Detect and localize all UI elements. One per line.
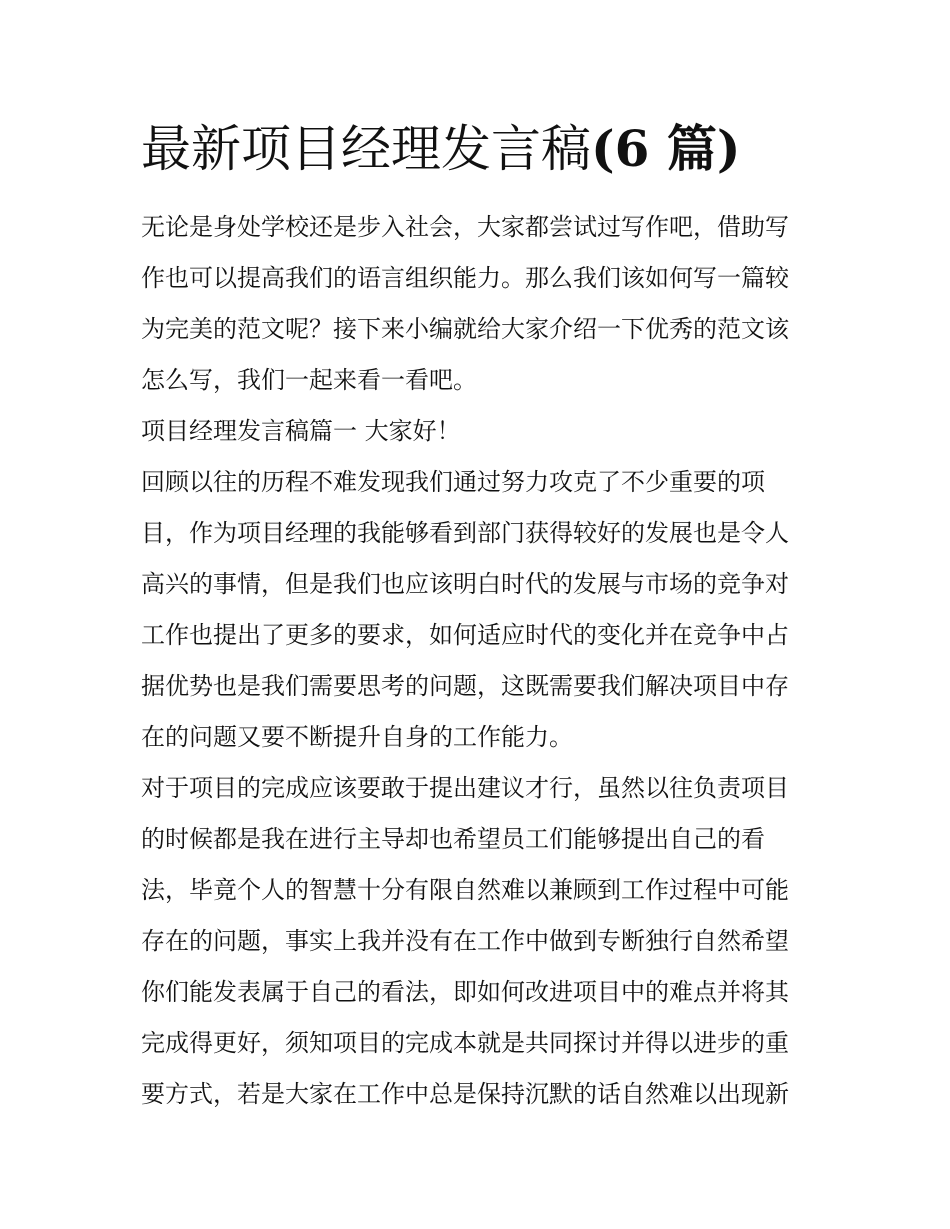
paragraph-review	[141, 457, 813, 763]
text-line: 完成得更好，须知项目的完成本就是共同探讨并得以进步的重	[141, 1029, 789, 1057]
text-line: 无论是身处学校还是步入社会，大家都尝试过写作吧，借助写	[141, 213, 789, 241]
text-line: 项目经理发言稿篇一 大家好！	[141, 417, 461, 445]
text-line: 为完美的范文呢？接下来小编就给大家介绍一下优秀的范文该	[141, 315, 789, 343]
document-page	[141, 112, 813, 1120]
document-title	[141, 112, 813, 186]
text-line: 工作也提出了更多的要求，如何适应时代的变化并在竞争中占	[141, 621, 789, 649]
title-count: (6 篇)	[591, 119, 741, 178]
paragraph-intro	[141, 202, 813, 406]
text-line: 回顾以往的历程不难发现我们通过努力攻克了不少重要的项	[141, 468, 765, 496]
text-line: 高兴的事情，但是我们也应该明白时代的发展与市场的竞争对	[141, 570, 789, 598]
text-line: 在的问题又要不断提升自身的工作能力。	[141, 723, 573, 751]
document-body	[141, 202, 813, 1120]
text-line: 的时候都是我在进行主导却也希望员工们能够提出自己的看	[141, 825, 765, 853]
text-line: 你们能发表属于自己的看法，即如何改进项目中的难点并将其	[141, 978, 789, 1006]
paragraph-suggestions	[141, 763, 813, 1120]
text-line: 要方式，若是大家在工作中总是保持沉默的话自然难以出现新	[141, 1080, 789, 1108]
text-line: 存在的问题，事实上我并没有在工作中做到专断独行自然希望	[141, 927, 789, 955]
text-line: 怎么写，我们一起来看一看吧。	[141, 366, 477, 394]
title-main: 最新项目经理发言稿	[141, 120, 591, 178]
text-line: 作也可以提高我们的语言组织能力。那么我们该如何写一篇较	[141, 264, 789, 292]
text-line: 对于项目的完成应该要敢于提出建议才行，虽然以往负责项目	[141, 774, 789, 802]
text-line: 法，毕竟个人的智慧十分有限自然难以兼顾到工作过程中可能	[141, 876, 789, 904]
paragraph-section-heading	[141, 406, 813, 457]
text-line: 据优势也是我们需要思考的问题，这既需要我们解决项目中存	[141, 672, 789, 700]
text-line: 目，作为项目经理的我能够看到部门获得较好的发展也是令人	[141, 519, 789, 547]
